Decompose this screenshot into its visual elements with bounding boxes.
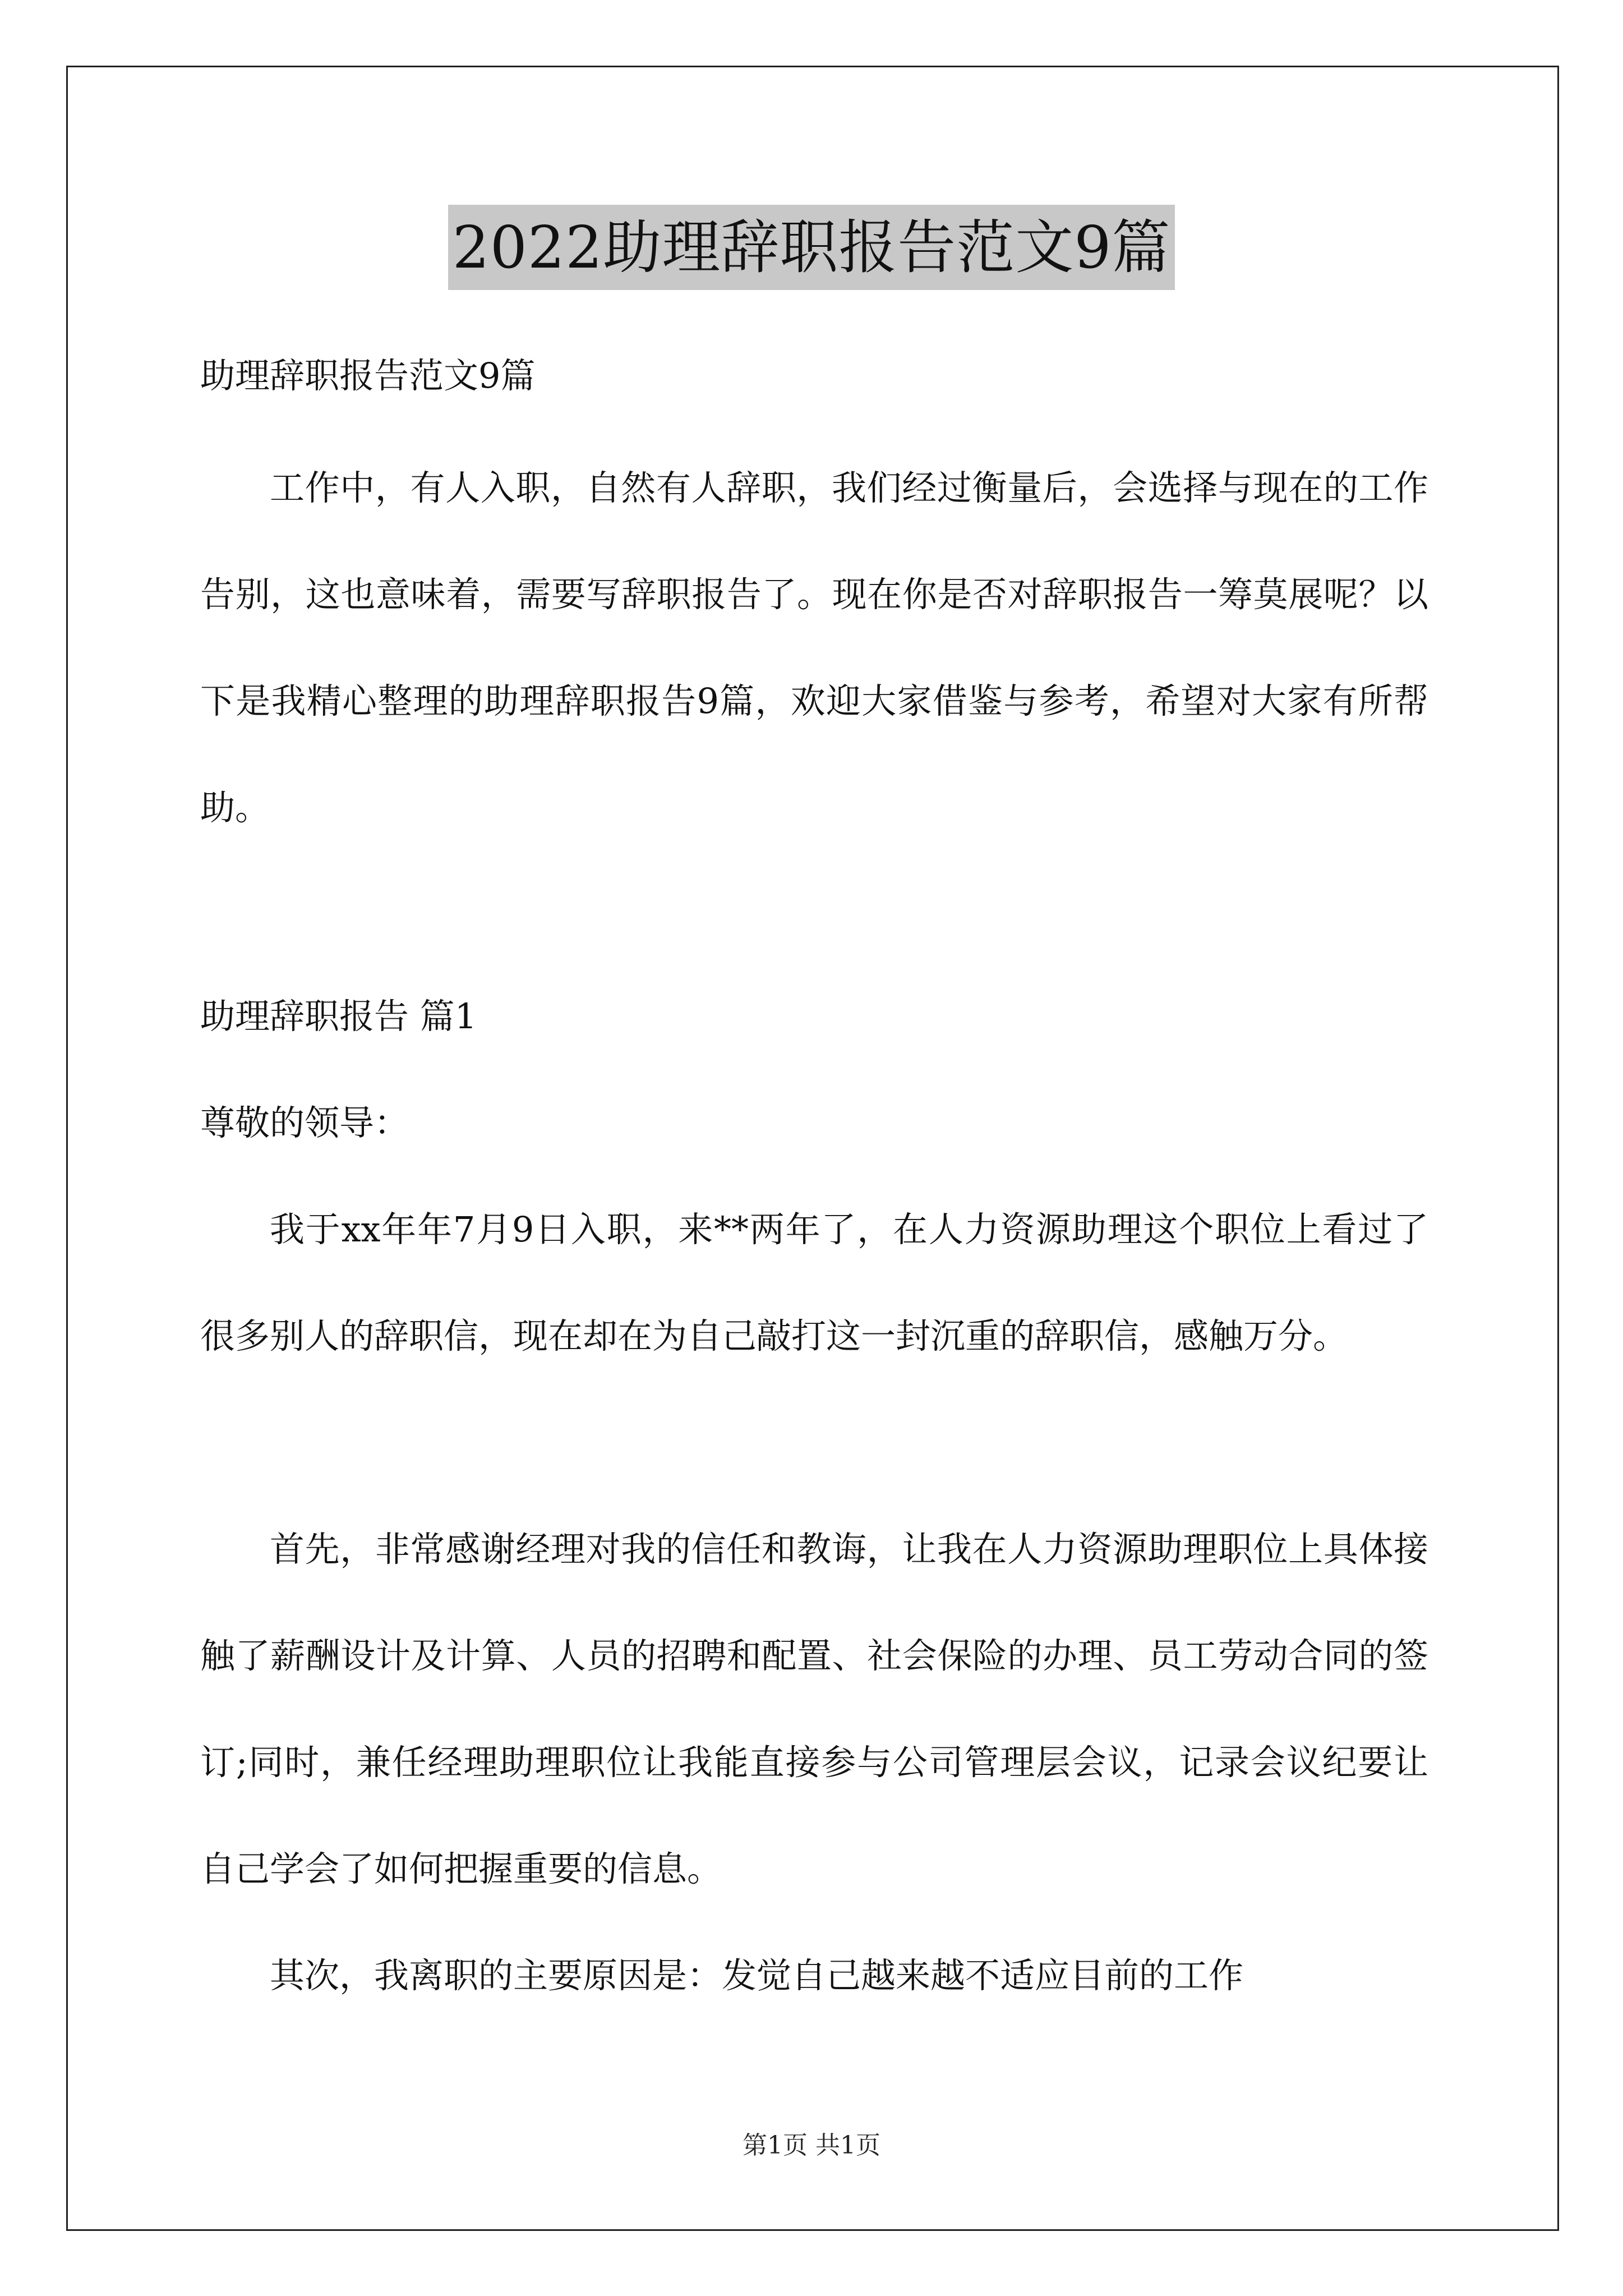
body-paragraph-1: 我于xx年年7月9日入职，来**两年了，在人力资源助理这个职位上看过了很多别人的辞职信，现在却在为自己敲打这一封沉重的辞职信，感触万分。 (200, 1209, 1428, 1356)
page-number-footer: 第1页 共1页 (743, 2131, 880, 2160)
document-subtitle: 助理辞职报告范文9篇 (200, 355, 536, 396)
document-title: 2022助理辞职报告范文9篇 (448, 205, 1175, 290)
body-paragraph-3: 其次，我离职的主要原因是：发觉自己越来越不适应目前的工作 (270, 1955, 1244, 1996)
body-paragraph-2: 首先，非常感谢经理对我的信任和教诲，让我在人力资源助理职位上具体接触了薪酬设计及计算、人员的招聘和配置、社会保险的办理、员工劳动合同的签订;同时，兼任经理助理职位让我能直接参与公司管理层会议，记录会议纪要让自己学会了如何把握重要的信息。 (200, 1529, 1428, 1889)
salutation: 尊敬的领导： (200, 1102, 409, 1143)
title-container (0, 205, 1623, 290)
section-heading: 助理辞职报告 篇1 (200, 996, 477, 1037)
intro-paragraph: 工作中，有人入职，自然有人辞职，我们经过衡量后，会选择与现在的工作告别，这也意味着，需要写辞职报告了。现在你是否对辞职报告一筹莫展呢？以下是我精心整理的助理辞职报告9篇，欢迎大家借鉴与参考，希望对大家有所帮助。 (200, 467, 1428, 828)
